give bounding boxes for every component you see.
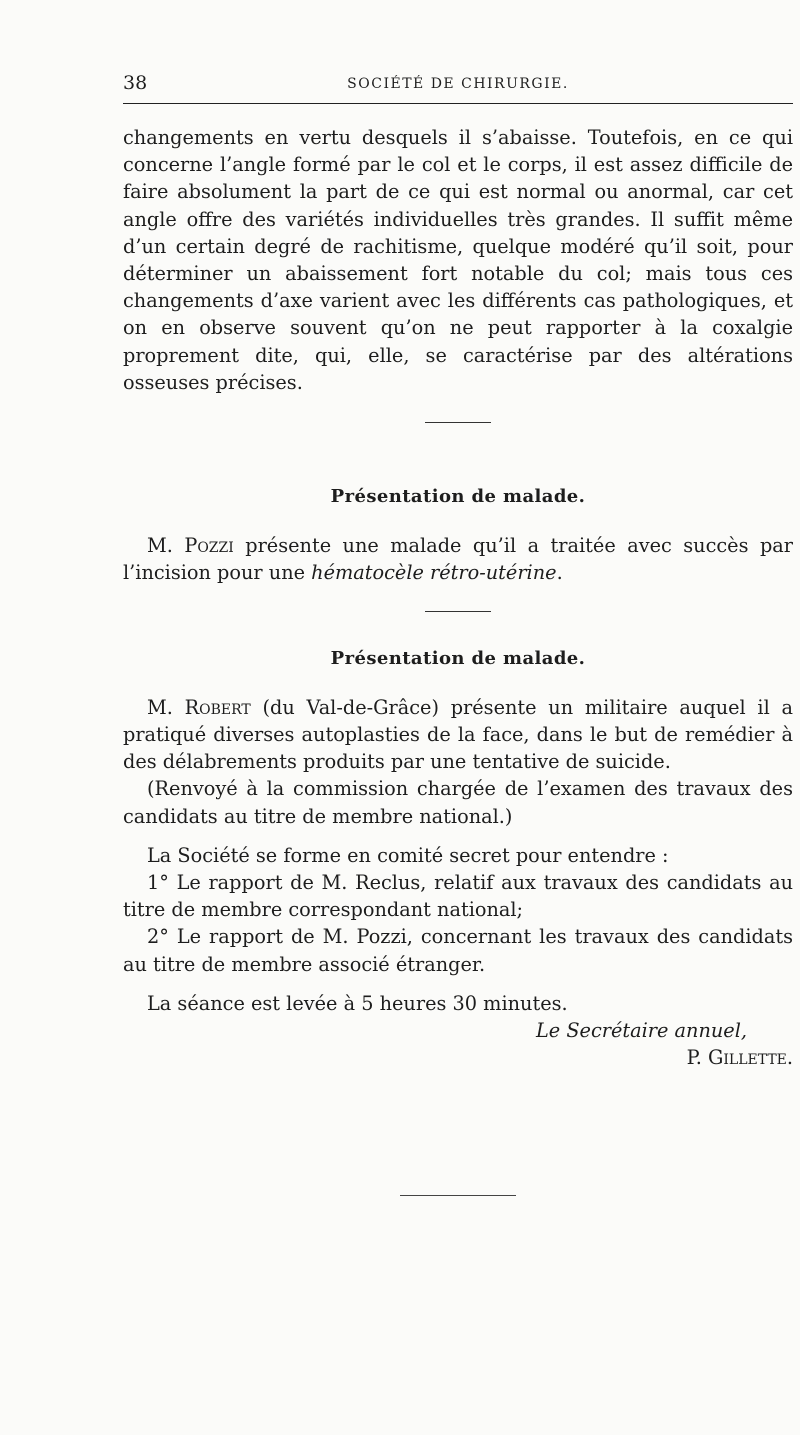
paragraph-text: présente une malade qu’il a traitée avec succès par l’incision pour une: [123, 534, 793, 585]
closing-rule: [400, 1195, 516, 1196]
section-divider: [425, 422, 491, 423]
section-divider: [425, 611, 491, 612]
signature-name: Gillette.: [707, 1046, 793, 1070]
signature-initial: P.: [686, 1046, 702, 1070]
speaker-prefix: M.: [147, 534, 173, 558]
paragraph-robert: [123, 694, 793, 776]
paragraph-referral: (Renvoyé à la commission chargée de l’examen des travaux des candidats au titre de membre national.): [123, 777, 793, 828]
paragraph-adjourn: La séance est levée à 5 heures 30 minutes.: [147, 991, 568, 1015]
page-body: [123, 124, 793, 1071]
speaker-name: Pozzi: [184, 534, 234, 558]
running-head: SOCIÉTÉ DE CHIRURGIE.: [347, 76, 569, 92]
period: .: [556, 561, 563, 585]
paragraph-comite: La Société se forme en comité secret pour entendre :: [147, 843, 669, 867]
paragraph-pozzi: [123, 532, 793, 586]
paragraph-report-1: 1° Le rapport de M. Reclus, relatif aux travaux des candidats au titre de membre correspondant national;: [123, 871, 793, 922]
page-number: 38: [123, 72, 148, 94]
speaker-prefix: M.: [147, 695, 173, 719]
secretary-role: Le Secrétaire annuel,: [535, 1019, 747, 1043]
speaker-name: Robert: [184, 695, 251, 719]
signature: [123, 1044, 793, 1071]
header-rule: [123, 103, 793, 104]
section-heading-1: Présentation de malade.: [330, 486, 586, 508]
section-heading-2: Présentation de malade.: [330, 647, 586, 669]
italic-term: hématocèle rétro-utérine: [311, 561, 557, 585]
paragraph-text: (du Val-de-Grâce) présente un militaire auquel il a pratiqué diverses autoplasties de la face, dans le but de remédier à des délabrements produits par une tentative de suicide.: [123, 695, 793, 774]
paragraph-coxalgie: changements en vertu desquels il s’abaisse. Toutefois, en ce qui concerne l’angle formé par le col et le corps, il est assez difficile de faire absolument la part de ce qui est normal ou anormal, car cet angle offre des variétés individuelles très grandes. Il suffit même d’un certain degré de rachitisme, quelque modéré qu’il soit, pour déterminer un abaissement fort notable du col; mais tous ces changements d’axe varient avec les différents cas pathologiques, et on en observe souvent qu’on ne peut rapporter à la coxalgie proprement dite, qui, elle, se caractérise par des altérations osseuses précises.: [123, 126, 793, 394]
page-header: [123, 72, 793, 102]
paragraph-report-2: 2° Le rapport de M. Pozzi, concernant les travaux des candidats au titre de membre associé étranger.: [123, 925, 793, 976]
